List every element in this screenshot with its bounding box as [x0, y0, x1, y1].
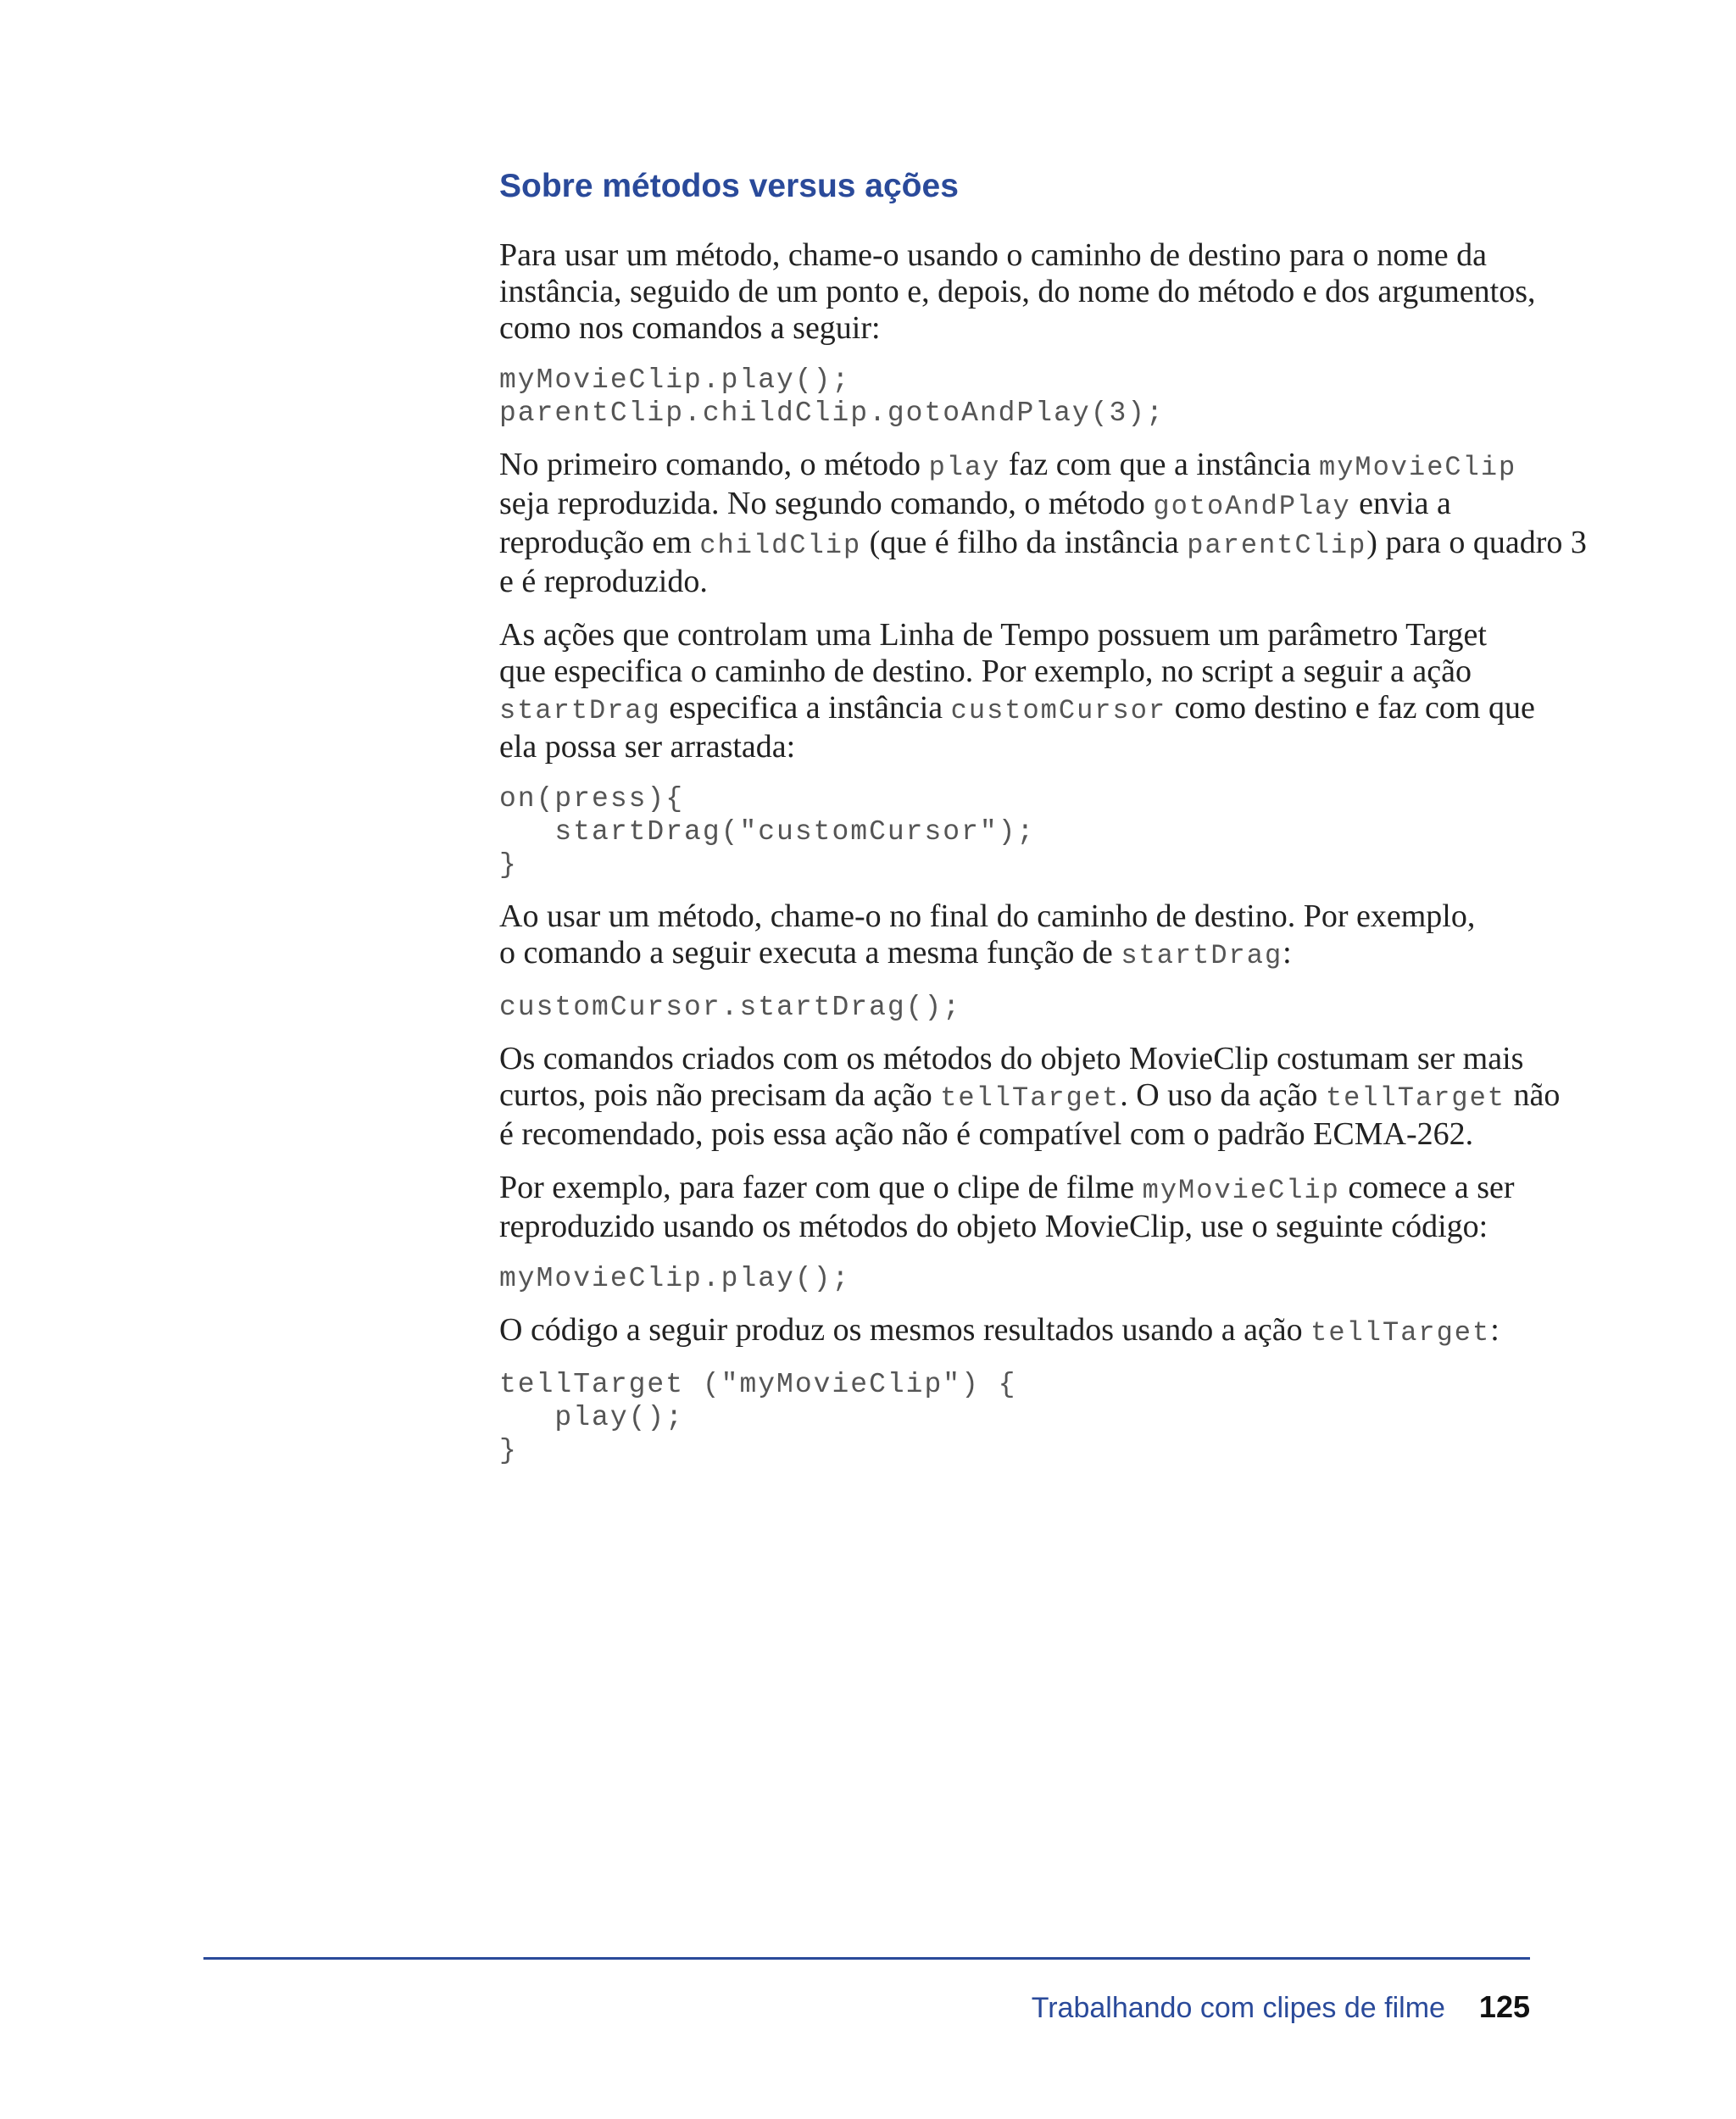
inline-code: play: [928, 452, 1001, 483]
code-block-3: [499, 991, 1538, 1024]
text-run: envia a: [1350, 486, 1451, 521]
text-line: e é reproduzido.: [499, 564, 708, 599]
code-line: customCursor.startDrag();: [499, 992, 962, 1023]
inline-code: startDrag: [1121, 940, 1283, 971]
code-block-4: [499, 1262, 1538, 1295]
page-number: 125: [1478, 1989, 1530, 2024]
footer-chapter-title: Trabalhando com clipes de filme: [1031, 1992, 1445, 2024]
text-line: Ao usar um método, chame-o no final do caminho de destino. Por exemplo,: [499, 898, 1476, 934]
text-line: Para usar um método, chame-o usando o caminho de destino para o nome da: [499, 237, 1487, 273]
text-line: ela possa ser arrastada:: [499, 729, 796, 765]
paragraph-2: [499, 447, 1587, 600]
inline-code: myMovieClip: [1142, 1175, 1340, 1206]
text-run: comece a ser: [1339, 1170, 1515, 1205]
text-line: [499, 447, 1538, 486]
text-run: :: [1283, 935, 1292, 971]
text-line: As ações que controlam uma Linha de Tempo possuem um parâmetro Target: [499, 617, 1487, 653]
code-line: play();: [499, 1402, 685, 1433]
inline-code: tellTarget: [1325, 1082, 1505, 1114]
paragraph-6: [499, 1170, 1538, 1245]
text-run: curtos, pois não precisam da ação: [499, 1077, 941, 1113]
code-line: parentClip.childClip.gotoAndPlay(3);: [499, 398, 1165, 429]
text-run: Por exemplo, para fazer com que o clipe de filme: [499, 1170, 1143, 1205]
text-line: [499, 1312, 1538, 1351]
code-line: myMovieClip.play();: [499, 1263, 851, 1294]
inline-code: myMovieClip: [1318, 452, 1517, 483]
code-line: on(press){: [499, 783, 685, 815]
text-run: não: [1505, 1077, 1561, 1113]
inline-code: tellTarget: [940, 1082, 1121, 1114]
text-run: especifica a instância: [660, 690, 951, 726]
text-line: Os comandos criados com os métodos do objeto MovieClip costumam ser mais: [499, 1041, 1524, 1076]
text-line: [499, 1170, 1538, 1209]
code-line: }: [499, 849, 518, 881]
page-content: [499, 163, 1587, 1484]
inline-code: gotoAndPlay: [1153, 491, 1351, 522]
code-line: myMovieClip.play();: [499, 364, 851, 396]
inline-code: customCursor: [950, 695, 1167, 726]
paragraph-4: [499, 898, 1538, 974]
paragraph-1: [499, 237, 1538, 347]
code-line: startDrag("customCursor");: [499, 816, 1036, 848]
text-line: é recomendado, pois essa ação não é compatível com o padrão ECMA-262.: [499, 1116, 1474, 1152]
code-block-5: [499, 1368, 1538, 1467]
text-line: [499, 690, 1538, 729]
text-run: seja reproduzida. No segundo comando, o método: [499, 486, 1154, 521]
inline-code: childClip: [699, 530, 862, 561]
inline-code: startDrag: [499, 695, 661, 726]
code-block-2: [499, 782, 1538, 882]
text-run: (que é filho da instância: [861, 525, 1188, 560]
inline-code: parentClip: [1187, 530, 1367, 561]
text-line: como nos comandos a seguir:: [499, 310, 881, 346]
text-run: ) para o quadro 3: [1366, 525, 1587, 560]
page-footer: [203, 1988, 1530, 2027]
text-run: . O uso da ação: [1120, 1077, 1326, 1113]
text-line: instância, seguido de um ponto e, depois, do nome do método e dos argumentos,: [499, 274, 1536, 309]
footer-divider: [203, 1957, 1530, 1960]
text-run: No primeiro comando, o método: [499, 447, 929, 482]
code-block-1: [499, 364, 1538, 430]
text-run: O código a seguir produz os mesmos resultados usando a ação: [499, 1312, 1311, 1348]
text-line: reproduzido usando os métodos do objeto MovieClip, use o seguinte código:: [499, 1209, 1488, 1244]
text-line: [499, 935, 1538, 974]
text-line: que especifica o caminho de destino. Por exemplo, no script a seguir a ação: [499, 653, 1472, 689]
paragraph-3: [499, 617, 1538, 765]
code-line: }: [499, 1435, 518, 1466]
text-line: [499, 486, 1538, 525]
text-line: [499, 1077, 1561, 1116]
text-run: faz com que a instância: [1000, 447, 1319, 482]
inline-code: tellTarget: [1310, 1317, 1491, 1349]
section-heading: Sobre métodos versus ações: [499, 168, 959, 204]
text-run: :: [1490, 1312, 1500, 1348]
code-line: tellTarget ("myMovieClip") {: [499, 1369, 1017, 1400]
paragraph-7: [499, 1312, 1538, 1351]
text-line: [499, 525, 1587, 564]
text-run: reprodução em: [499, 525, 700, 560]
text-run: como destino e faz com que: [1166, 690, 1535, 726]
paragraph-5: [499, 1041, 1561, 1153]
text-run: o comando a seguir executa a mesma função de: [499, 935, 1121, 971]
